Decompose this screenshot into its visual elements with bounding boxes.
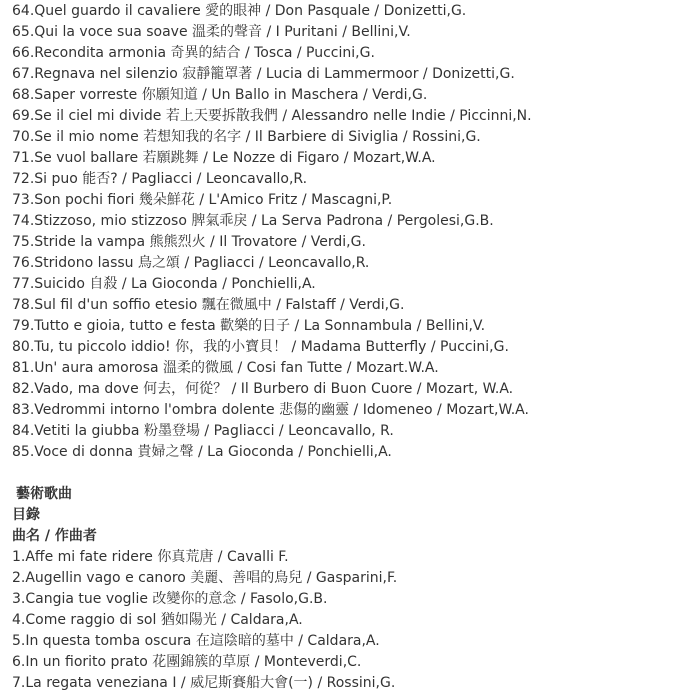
item-text: Stizzoso, mio stizzoso 脾氣乖戾 / La Serva Padrona / Pergolesi,G.B. [34,213,494,229]
list-item [12,127,696,148]
item-number: 76. [12,255,35,271]
item-number: 6. [12,654,26,670]
item-number: 70. [12,129,35,145]
item-number: 69. [12,108,35,124]
list-item [12,64,696,85]
list-item [12,442,696,463]
spacer [12,463,696,484]
list-item [12,673,696,694]
list-item [12,148,696,169]
item-number: 1. [12,549,26,565]
list-item [12,589,696,610]
list-item [12,253,696,274]
item-text: Si puo 能否? / Pagliacci / Leoncavallo,R. [34,171,308,187]
list-item [12,190,696,211]
item-text: Recondita armonia 奇異的結合 / Tosca / Puccini,G. [34,45,375,61]
item-number: 77. [12,276,35,292]
item-text: Come raggio di sol 猶如陽光 / Caldara,A. [25,612,303,628]
list-item [12,379,696,400]
item-text: Son pochi fiori 幾朵鮮花 / L'Amico Fritz / Mascagni,P. [34,192,393,208]
item-text: Stridono lassu 鳥之頌 / Pagliacci / Leoncavallo,R. [34,255,370,271]
item-text: Saper vorreste 你願知道 / Un Ballo in Maschera / Verdi,G. [34,87,428,103]
item-number: 68. [12,87,35,103]
item-text: Regnava nel silenzio 寂靜籠罩著 / Lucia di Lammermoor / Donizetti,G. [34,66,515,82]
list-item [12,43,696,64]
item-text: Quel guardo il cavaliere 愛的眼神 / Don Pasquale / Donizetti,G. [34,3,467,19]
item-text: Voce di donna 貴婦之聲 / La Gioconda / Ponchielli,A. [34,444,392,460]
list-item [12,295,696,316]
item-number: 3. [12,591,26,607]
item-number: 73. [12,192,35,208]
list-header: 曲名 / 作曲者 [12,528,97,544]
item-text: Affe mi fate ridere 你真荒唐 / Cavalli F. [25,549,289,565]
item-text: Vado, ma dove 何去，何從？ / Il Burbero di Buon Cuore / Mozart, W.A. [34,381,514,397]
item-text: Sul fil d'un soffio etesio 飄在微風中 / Falstaff / Verdi,G. [34,297,405,313]
list-item [12,568,696,589]
item-text: Se vuol ballare 若願跳舞 / Le Nozze di Figaro / Mozart,W.A. [34,150,436,166]
item-number: 79. [12,318,35,334]
item-number: 72. [12,171,35,187]
item-text: Cangia tue voglie 改變你的意念 / Fasolo,G.B. [25,591,328,607]
item-number: 82. [12,381,35,397]
item-text: Tu, tu piccolo iddio! 你，我的小寶貝！ / Madama Butterfly / Puccini,G. [34,339,509,355]
item-number: 80. [12,339,35,355]
list-item [12,610,696,631]
list-item [12,421,696,442]
item-number: 7. [12,675,26,691]
item-number: 75. [12,234,35,250]
art-song-list [12,547,696,694]
list-item [12,337,696,358]
item-number: 83. [12,402,35,418]
item-number: 64. [12,3,35,19]
list-item [12,631,696,652]
item-number: 71. [12,150,35,166]
list-item [12,106,696,127]
item-number: 85. [12,444,35,460]
item-number: 2. [12,570,26,586]
item-text: Tutto e gioia, tutto e festa 歡樂的日子 / La Sonnambula / Bellini,V. [34,318,486,334]
item-number: 5. [12,633,26,649]
list-item [12,652,696,673]
item-text: Se il mio nome 若想知我的名字 / Il Barbiere di Siviglia / Rossini,G. [34,129,481,145]
item-number: 65. [12,24,35,40]
item-number: 66. [12,45,35,61]
item-text: Vedrommi intorno l'ombra dolente 悲傷的幽靈 / Idomeneo / Mozart,W.A. [34,402,529,418]
list-item [12,211,696,232]
list-item [12,358,696,379]
item-number: 67. [12,66,35,82]
list-item [12,169,696,190]
item-number: 4. [12,612,26,628]
item-number: 84. [12,423,35,439]
item-text: Stride la vampa 熊熊烈火 / Il Trovatore / Verdi,G. [34,234,366,250]
list-item [12,547,696,568]
list-item [12,1,696,22]
list-item [12,22,696,43]
list-item [12,274,696,295]
item-text: Se il ciel mi divide 若上天要拆散我們 / Alessandro nelle Indie / Piccinni,N. [34,108,532,124]
item-text: Vetiti la giubba 粉墨登場 / Pagliacci / Leoncavallo, R. [34,423,394,439]
item-number: 78. [12,297,35,313]
item-text: La regata veneziana I / 威尼斯賽船大會(一) / Rossini,G. [25,675,396,691]
list-item [12,232,696,253]
item-text: Un' aura amorosa 溫柔的微風 / Cosi fan Tutte / Mozart.W.A. [34,360,439,376]
item-text: Suicido 自殺 / La Gioconda / Ponchielli,A. [34,276,316,292]
item-text: In questa tomba oscura 在這陰暗的墓中 / Caldara,A. [25,633,380,649]
opera-aria-list [12,1,696,463]
item-number: 74. [12,213,35,229]
item-text: In un fiorito prato 花團錦簇的草原 / Monteverdi,C. [25,654,362,670]
item-text: Augellin vago e canoro 美麗、善唱的鳥兒 / Gasparini,F. [25,570,398,586]
toc-label: 目錄 [12,507,40,523]
list-item [12,85,696,106]
section-title: 藝術歌曲 [16,486,72,502]
document-body [12,1,696,694]
item-number: 81. [12,360,35,376]
list-item [12,316,696,337]
item-text: Qui la voce sua soave 溫柔的聲音 / I Puritani / Bellini,V. [34,24,411,40]
list-item [12,400,696,421]
